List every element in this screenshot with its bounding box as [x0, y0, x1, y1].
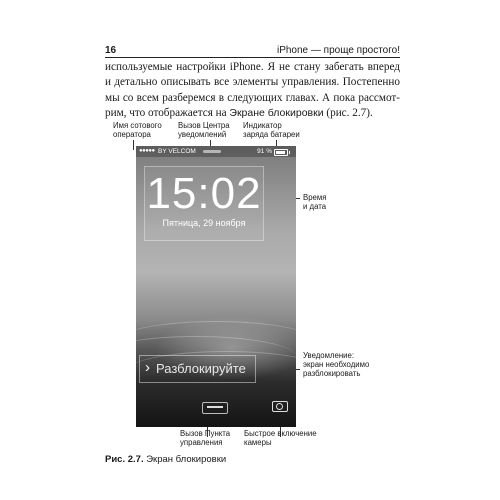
callout-notification-center: Вызов Центра уведомлений [178, 121, 230, 139]
status-bar [136, 146, 296, 157]
callout-operator-name: Имя сотового оператора [113, 121, 162, 139]
time-date-box [144, 166, 264, 241]
unlock-label: Разблокируйте [156, 361, 246, 376]
figure-caption [105, 454, 226, 465]
callout-camera: Быстрое включение камеры [244, 429, 317, 447]
body-paragraph [105, 60, 400, 121]
paragraph-line: используемые настройки iPhone. Я не стану забегать вперед [105, 61, 400, 73]
callout-battery-indicator: Индикатор заряда батареи [243, 121, 300, 139]
page-header [105, 42, 400, 56]
control-center-grabber[interactable] [202, 402, 228, 414]
page-number: 16 [105, 45, 117, 56]
clock-time: 15:02 [146, 169, 262, 218]
carrier-name: BY VELCOM [158, 148, 196, 155]
camera-icon[interactable] [272, 401, 288, 412]
callout-notification: Уведомление: экран необходимо разблокировать [303, 351, 370, 378]
clock-date: Пятница, 29 ноября [162, 218, 246, 228]
paragraph-line: мы со всем разберемся в следующих главах. А пока рассмот- [105, 91, 400, 104]
signal-strength-icon: ●●●●● [139, 148, 155, 154]
callout-time-and-date: Время и дата [303, 193, 327, 211]
leader-line [133, 140, 134, 150]
caption-text: Экран блокировки [143, 454, 227, 465]
lock-screen-term: Экране блокировки [229, 106, 324, 119]
paragraph-line: рим, что отображается на [105, 106, 230, 119]
battery-icon [274, 149, 288, 156]
caption-label: Рис. 2.7. [105, 454, 144, 465]
paragraph-line: (рис. 2.7). [323, 106, 373, 119]
callout-control-center: Вызов Пункта управления [180, 429, 231, 447]
running-title: iPhone — проще простого! [276, 45, 400, 56]
slide-to-unlock[interactable] [139, 355, 256, 383]
lock-screen-image [136, 146, 296, 427]
notification-center-grabber[interactable] [203, 150, 221, 153]
header-rule [105, 57, 400, 58]
battery-percent: 91 % [257, 148, 272, 155]
paragraph-line: и детально описывать все элементы управления. Постепенно [105, 76, 400, 89]
chevron-right-icon: › [145, 359, 150, 376]
